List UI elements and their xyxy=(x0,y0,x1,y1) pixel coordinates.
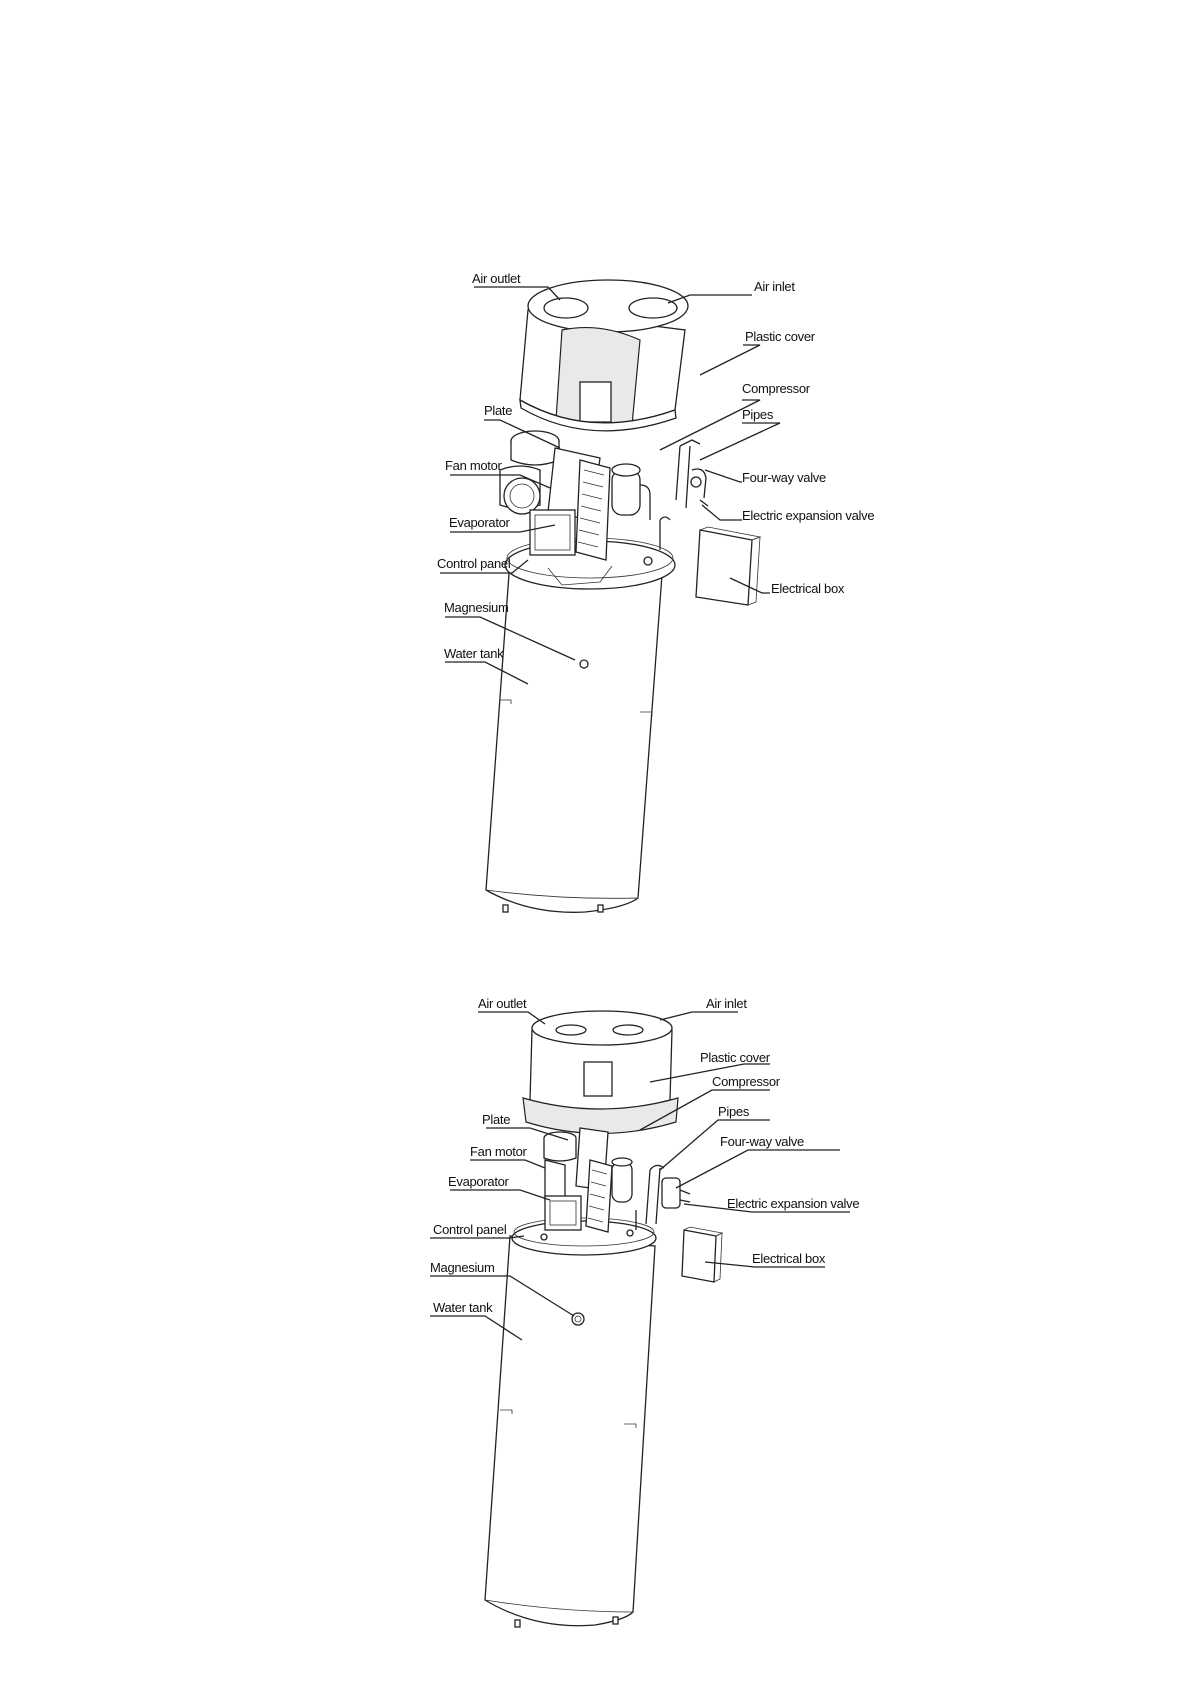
label-magnesium-2: Magnesium xyxy=(430,1260,495,1275)
pipes-2 xyxy=(636,1165,690,1230)
plastic-cover-2 xyxy=(523,1011,678,1134)
control-panel-2 xyxy=(512,1218,656,1255)
compressor-1 xyxy=(612,464,650,520)
label-compressor-2: Compressor xyxy=(712,1074,780,1089)
label-water-tank-2: Water tank xyxy=(433,1300,493,1315)
compressor-2 xyxy=(612,1158,632,1202)
label-control-panel-1: Control panel xyxy=(437,556,511,571)
label-control-panel-2: Control panel xyxy=(433,1222,507,1237)
water-tank-1 xyxy=(486,560,662,912)
diagram-1 xyxy=(437,271,874,912)
label-air-outlet-2: Air outlet xyxy=(478,996,527,1011)
label-air-inlet-1: Air inlet xyxy=(754,279,795,294)
label-four-way-valve-1: Four-way valve xyxy=(742,470,826,485)
label-pipes-2: Pipes xyxy=(718,1104,750,1119)
label-pipes-1: Pipes xyxy=(742,407,774,422)
label-electric-expansion-valve-2: Electric expansion valve xyxy=(727,1196,860,1211)
label-air-inlet-2: Air inlet xyxy=(706,996,747,1011)
electrical-box-1 xyxy=(696,527,760,605)
label-evaporator-1: Evaporator xyxy=(449,515,510,530)
fan-motor-2 xyxy=(544,1132,576,1205)
label-air-outlet-1: Air outlet xyxy=(472,271,521,286)
label-water-tank-1: Water tank xyxy=(444,646,504,661)
label-fan-motor-2: Fan motor xyxy=(470,1144,527,1159)
label-electrical-box-2: Electrical box xyxy=(752,1251,826,1266)
label-compressor-1: Compressor xyxy=(742,381,810,396)
plastic-cover-1 xyxy=(520,280,688,431)
label-magnesium-1: Magnesium xyxy=(444,600,509,615)
label-plastic-cover-2: Plastic cover xyxy=(700,1050,770,1065)
label-four-way-valve-2: Four-way valve xyxy=(720,1134,804,1149)
label-plastic-cover-1: Plastic cover xyxy=(745,329,815,344)
label-plate-2: Plate xyxy=(482,1112,511,1127)
label-electrical-box-1: Electrical box xyxy=(771,581,845,596)
diagram-2 xyxy=(430,996,859,1627)
magnesium-rod-2 xyxy=(572,1313,584,1325)
magnesium-rod-1 xyxy=(580,660,588,668)
label-fan-motor-1: Fan motor xyxy=(445,458,502,473)
label-evaporator-2: Evaporator xyxy=(448,1174,509,1189)
label-electric-expansion-valve-1: Electric expansion valve xyxy=(742,508,875,523)
electrical-box-2 xyxy=(682,1227,722,1282)
water-tank-2 xyxy=(485,1236,655,1627)
label-plate-1: Plate xyxy=(484,403,513,418)
